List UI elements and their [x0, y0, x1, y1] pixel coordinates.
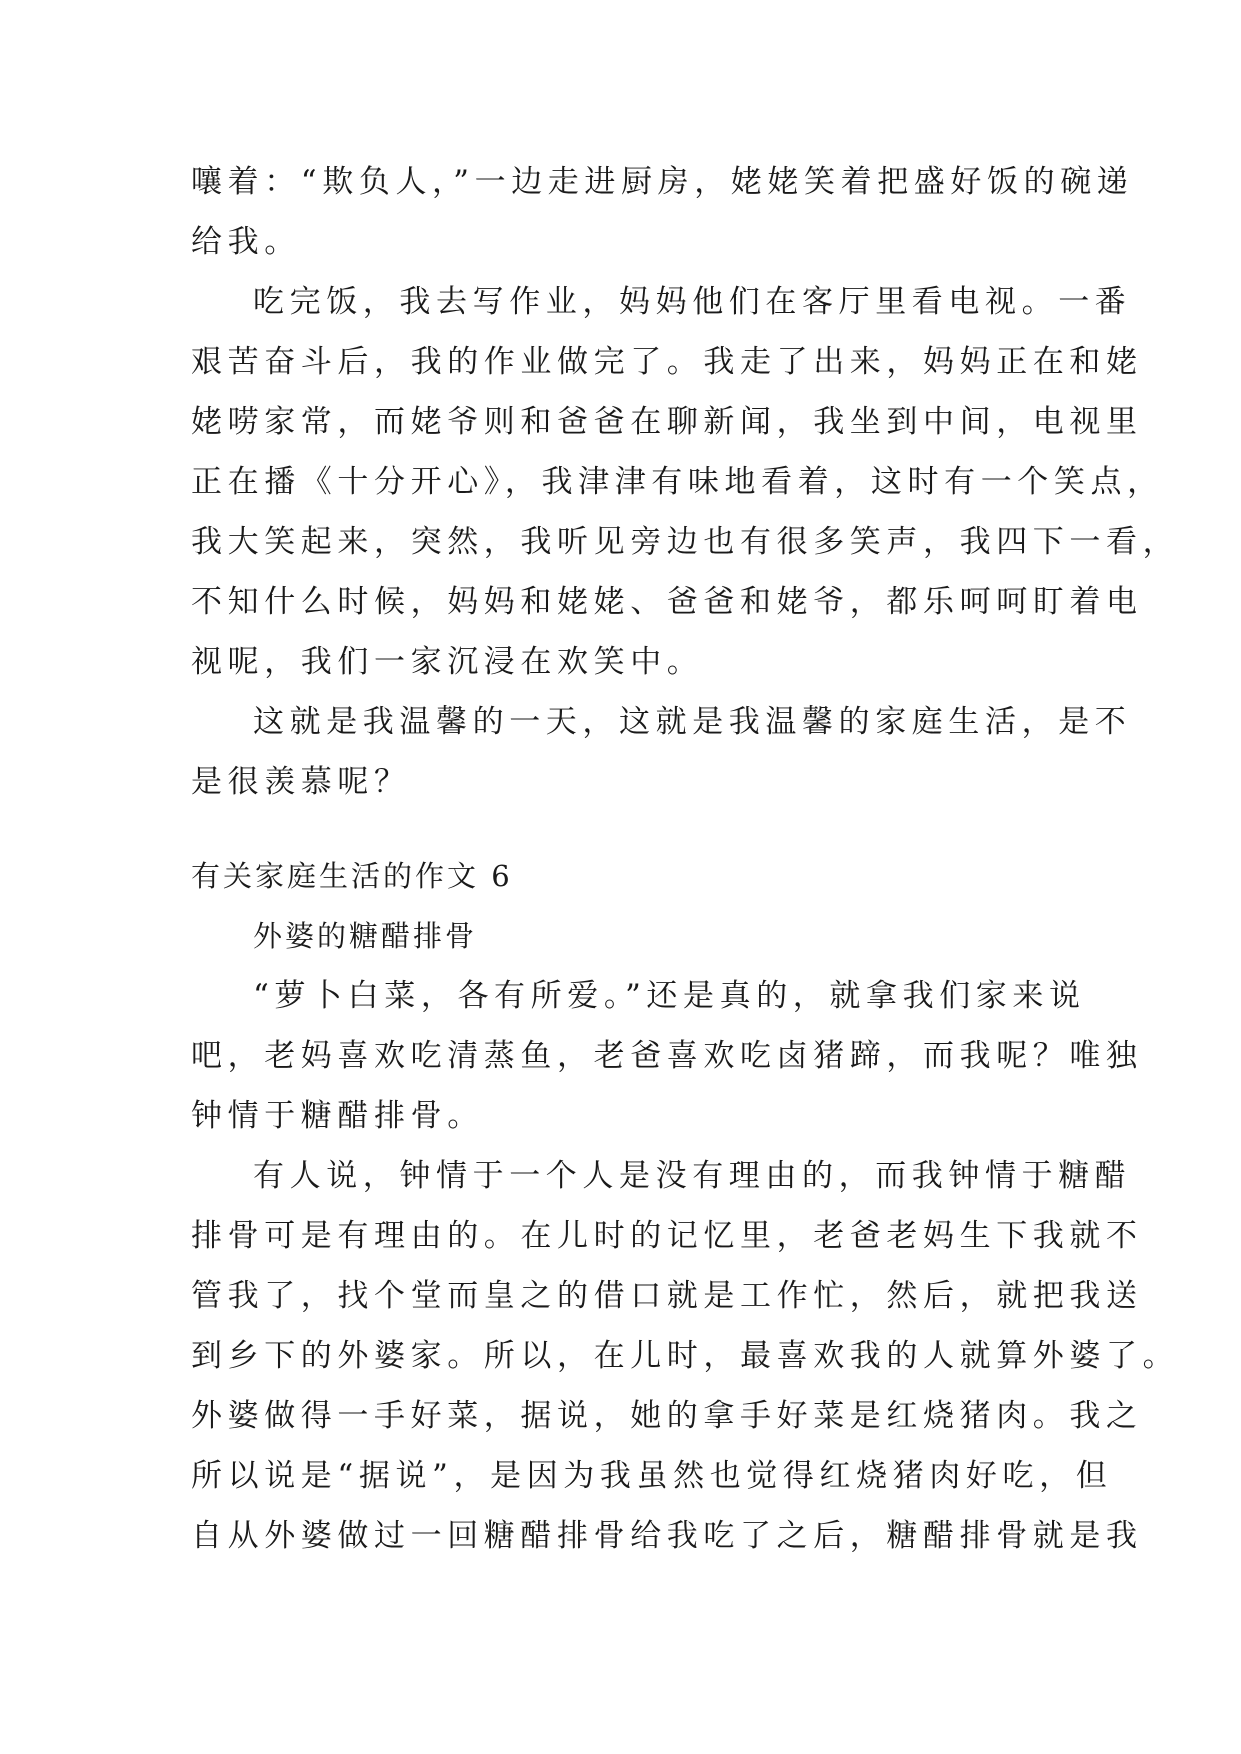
text-line: 姥唠家常，而姥爷则和爸爸在聊新闻，我坐到中间，电视里 [191, 404, 1143, 440]
paragraph-first-line: 吃完饭，我去写作业，妈妈他们在客厅里看电视。一番 [253, 284, 1132, 320]
text-line: 给我。 [191, 224, 301, 260]
text-line: 视呢，我们一家沉浸在欢笑中。 [191, 644, 704, 680]
text-line: 外婆做得一手好菜，据说，她的拿手好菜是红烧猪肉。我之 [191, 1398, 1143, 1434]
essay-heading: 有关家庭生活的作文 6 [191, 859, 513, 893]
text-line: 钟情于糖醋排骨。 [191, 1098, 484, 1134]
text-line: 不知什么时候，妈妈和姥姥、爸爸和姥爷，都乐呵呵盯着电 [191, 584, 1143, 620]
text-line: 我大笑起来，突然，我听见旁边也有很多笑声，我四下一看， [191, 524, 1180, 560]
text-line: 艰苦奋斗后，我的作业做完了。我走了出来，妈妈正在和姥 [191, 344, 1143, 380]
text-line: 排骨可是有理由的。在儿时的记忆里，老爸老妈生下我就不 [191, 1218, 1143, 1254]
essay-title: 外婆的糖醋排骨 [253, 919, 478, 953]
text-line: 到乡下的外婆家。所以，在儿时，最喜欢我的人就算外婆了。 [191, 1338, 1180, 1374]
text-line: 所以说是“据说”，是因为我虽然也觉得红烧猪肉好吃，但 [191, 1458, 1113, 1494]
paragraph-first-line: “萝卜白菜，各有所爱。”还是真的，就拿我们家来说 [253, 978, 1086, 1014]
paragraph-first-line: 这就是我温馨的一天，这就是我温馨的家庭生活，是不 [253, 704, 1132, 740]
text-line: 吧，老妈喜欢吃清蒸鱼，老爸喜欢吃卤猪蹄，而我呢？唯独 [191, 1038, 1143, 1074]
text-line: 正在播《十分开心》，我津津有味地看着，这时有一个笑点， [191, 464, 1164, 500]
text-line: 是很羡慕呢？ [191, 764, 411, 800]
paragraph-first-line: 有人说，钟情于一个人是没有理由的，而我钟情于糖醋 [253, 1158, 1132, 1194]
text-line: 嚷着：“欺负人，”一边走进厨房，姥姥笑着把盛好饭的碗递 [191, 164, 1134, 200]
text-line: 自从外婆做过一回糖醋排骨给我吃了之后，糖醋排骨就是我 [191, 1518, 1143, 1554]
text-line: 管我了，找个堂而皇之的借口就是工作忙，然后，就把我送 [191, 1278, 1143, 1314]
